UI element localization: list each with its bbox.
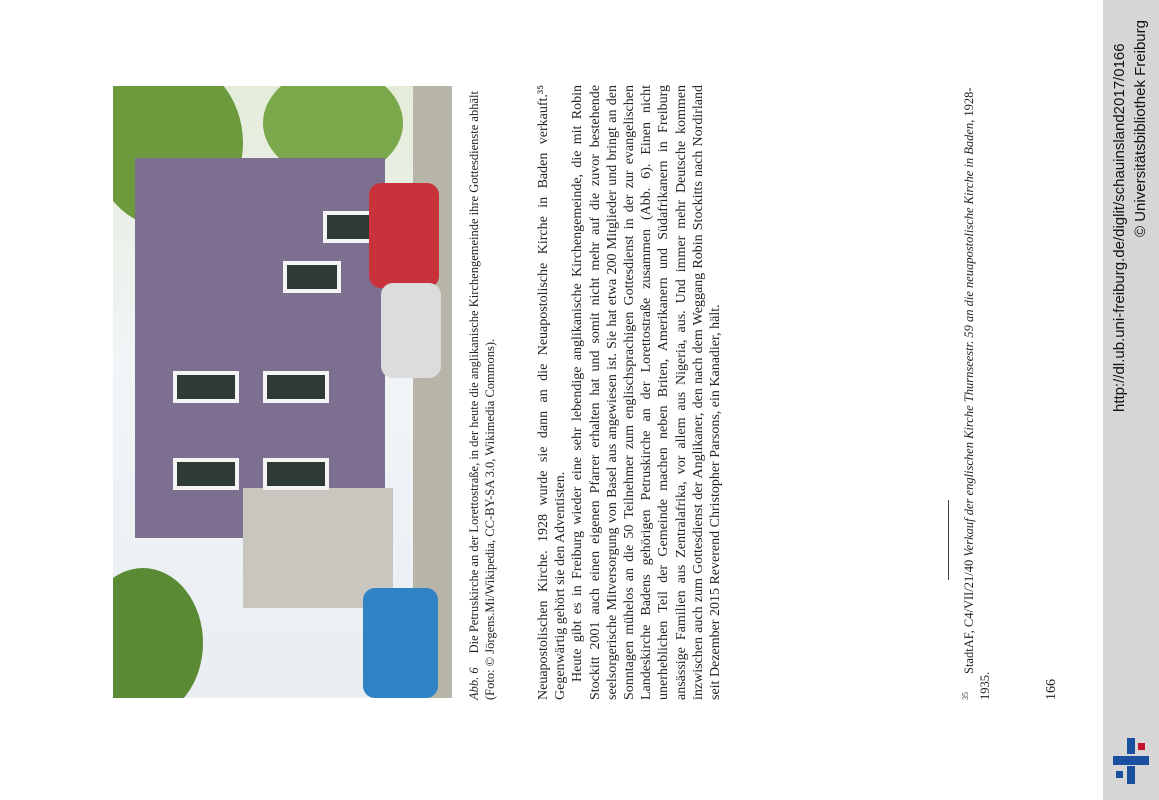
- footnote-text-italic: Verkauf der englischen Kirche Thurnseestr. 59 an die neuapostolische Kirche in Baden: [962, 122, 977, 557]
- footnote-number: 35: [961, 692, 970, 700]
- library-logo-icon: [1111, 736, 1151, 786]
- church-photo: [113, 86, 452, 698]
- paragraph-1: Neuapostolischen Kirche. 1928 wurde sie dann an die Neuapostolische Kirche in Baden verkauft.³⁵ Gegenwärtig gehört sie den Adventisten.: [536, 85, 569, 700]
- footnote-rule: [948, 500, 949, 580]
- viewer-sidebar: [1103, 0, 1159, 800]
- figure-label: Abb. 6: [467, 667, 481, 700]
- copyright-notice: © Universitätsbibliothek Freiburg: [1132, 20, 1149, 237]
- source-url-link[interactable]: http://dl.ub.uni-freiburg.de/diglit/schauinsland2017/0166: [1111, 43, 1128, 412]
- body-text: [535, 85, 724, 700]
- figure-caption-text: Die Petruskirche an der Lorettostraße, in der heute die anglikanische Kirchengemeinde ihre Gottesdienste abhält (Foto: © Jörgens.Mi/Wikipedia, CC-BY-SA 3.0, Wikimedia Commons).: [467, 91, 497, 700]
- page-number: 166: [1044, 679, 1059, 700]
- footnote-text-end: , 1928-1935.: [962, 87, 993, 700]
- paragraph-2: Heute gibt es in Freiburg wieder eine sehr lebendige anglikanische Kirchengemeinde, die mit Robin Stockitt 2001 auch einen eigenen Pfarrer erhalten hat und somit nicht mehr auf die zuvor bestehende seelsorgerische Mitversorgung von Basel aus angewiesen ist. Sie hat etwa 200 Mitglieder und bringt an den Sonntagen mühelos an die 50 Teilnehmer zum englischsprachigen Gottesdienst in der zur evangelischen Landeskirche Badens gehörigen Petruskirche an der Lorettostraße zusammen (Abb. 6). Einen nicht unerheblichen Teil der Gemeinde machen neben Briten, Amerikanern und Südafrikanern in Freiburg ansässige Familien aus Zentralafrika, vor allem aus Nigeria, aus. Und immer mehr Deutsche kommen inzwischen auch zum Gottesdienst der Anglikaner, den nach dem Weggang Robin Stockitts nach Nordirland seit Dezember 2015 Reverend Christopher Parsons, ein Kanadier, hält.: [570, 85, 724, 700]
- footnote: [958, 85, 993, 700]
- figure-caption: [466, 85, 498, 700]
- footnote-text-plain: StadtAF, C4/VII/21/40: [962, 559, 977, 674]
